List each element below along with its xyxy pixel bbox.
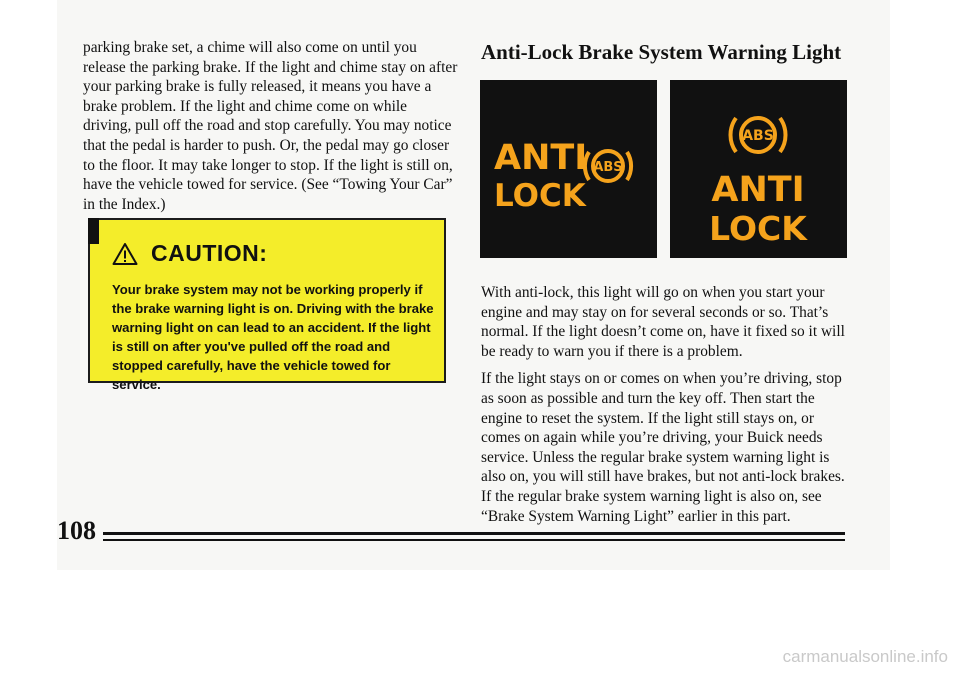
caution-text: Your brake system may not be working properly if the brake warning light is on. Driving with the brake warning light on can lead to an accident. If the light is still on after you've pulled off the road and stopped carefully, have the vehicle towed for service. (112, 282, 434, 392)
brake-paragraph: parking brake set, a chime will also come on until you release the parking brake. If the light and chime stay on after your parking brake is fully released, it means you have a brake problem. If the light and chime come on while driving, pull off the road and stop carefully. You may notice that the pedal is harder to push. Or, the pedal may go closer to the floor. It may take longer to stop. If the light is still on, have the vehicle towed for service. (See “Towing Your Car” in the Index.) (83, 39, 458, 213)
left-column (83, 38, 458, 214)
light-1-line2: LOCK (494, 178, 586, 214)
right-column (481, 283, 851, 534)
warning-triangle-icon (112, 242, 138, 266)
anti-lock-light-horizontal (480, 80, 657, 258)
abs-badge-icon (730, 118, 785, 152)
anti-lock-light-horizontal-graphic (480, 80, 657, 258)
anti-lock-paragraph-2: If the light stays on or comes on when you’re driving, stop as soon as possible and turn the key off. Then start the engine to reset the system. If the light still stays on, or comes on again while you’re driving, your Buick needs service. Unless the regular brake system warning light is also on, you will still have brakes, but not anti-lock brakes. If the regular brake system warning light is also on, see “Brake System Warning Light” earlier in this part. (481, 370, 845, 525)
anti-lock-paragraph-1: With anti-lock, this light will go on when you start your engine and may stay on for several seconds or so. That’s normal. If the light doesn’t come on, have it fixed so it will be ready to warn you if there is a problem. (481, 284, 845, 360)
caution-box (88, 218, 446, 392)
anti-lock-light-vertical-graphic (670, 80, 847, 258)
watermark: carmanualsonline.info (782, 647, 948, 666)
caution-header (112, 240, 267, 267)
light-1-badge: ABS (593, 160, 623, 175)
light-1-line1: ANTI (494, 138, 588, 178)
abs-badge-icon (585, 151, 631, 181)
light-2-badge: ABS (742, 128, 774, 144)
section-heading: Anti-Lock Brake System Warning Light (481, 40, 842, 64)
light-2-line1: ANTI (711, 170, 805, 210)
light-2-line2: LOCK (709, 209, 807, 248)
caution-title: CAUTION: (151, 240, 268, 266)
page-number: 108 (57, 516, 96, 545)
anti-lock-light-vertical (670, 80, 847, 258)
caution-marker (88, 218, 99, 244)
footer-rule (103, 532, 845, 542)
